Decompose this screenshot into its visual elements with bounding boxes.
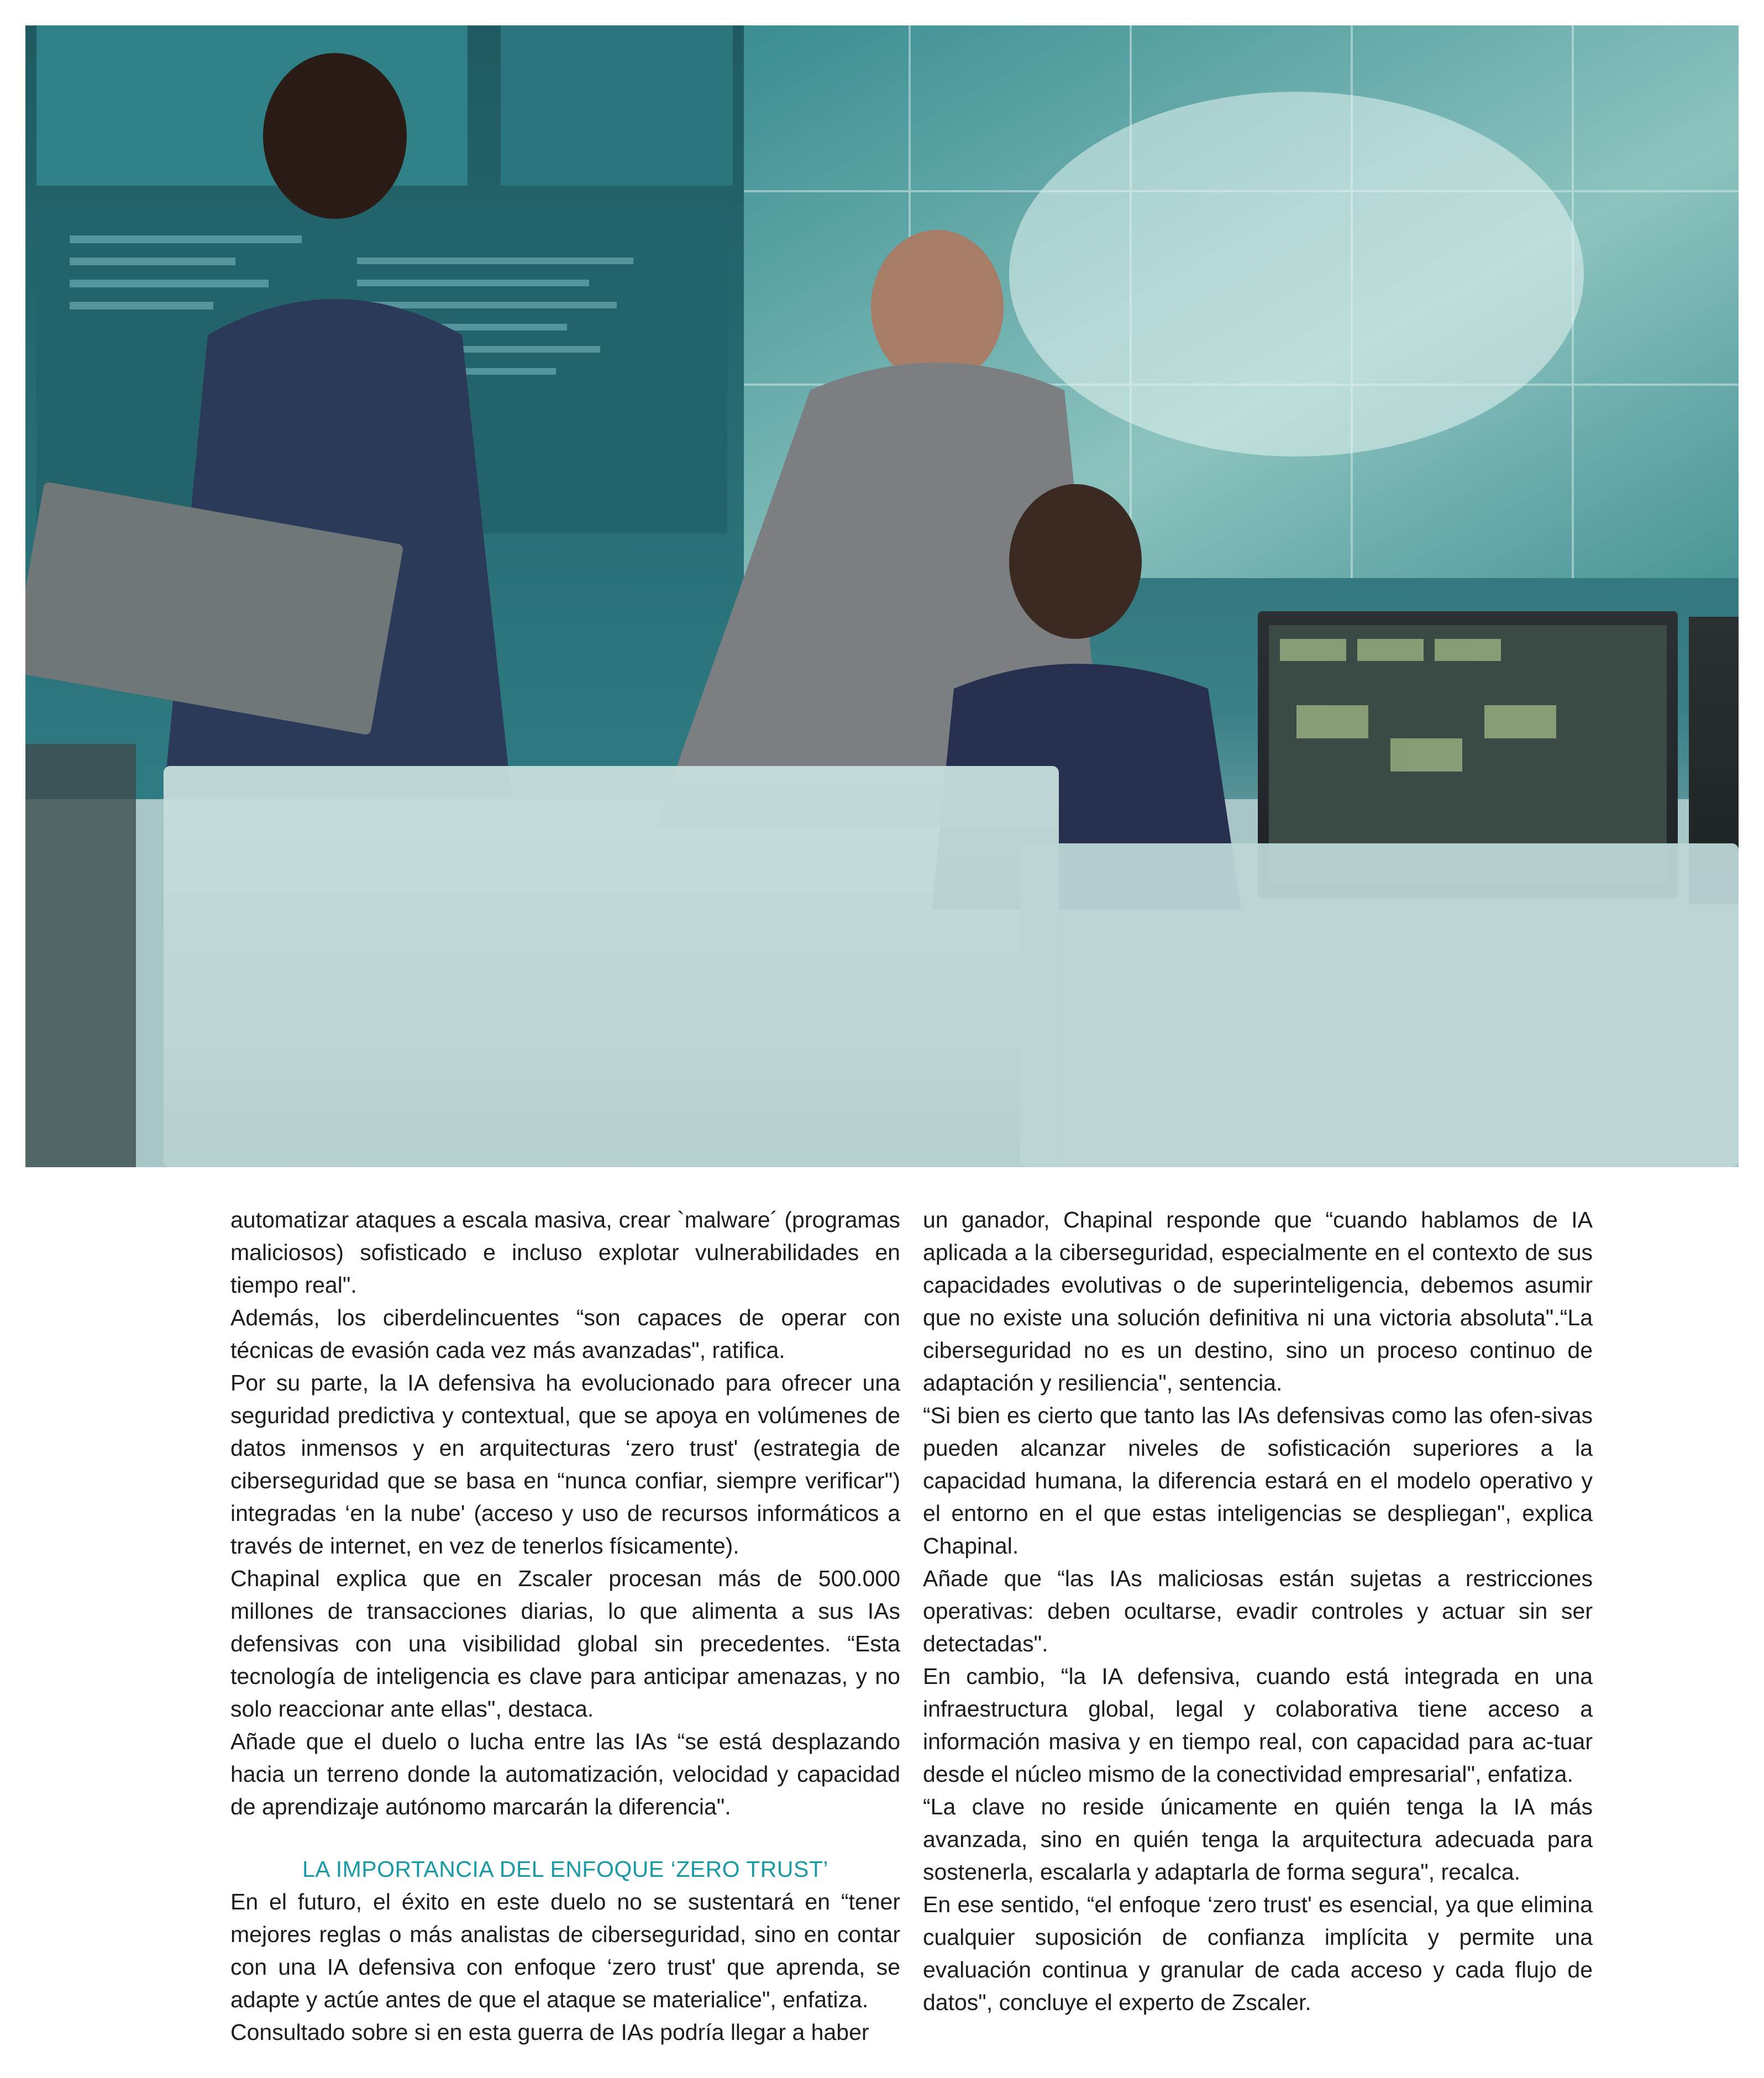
- paragraph: En ese sentido, “el enfoque ‘zero trust' es esencial, ya que elimina cualquier suposición de confianza implícita y permite una evaluación continua y granular de cada acceso y cada flujo de datos", concluye el experto de Zscaler.: [923, 1892, 1593, 2015]
- photo-icon: [25, 25, 1739, 1167]
- paragraph: “Si bien es cierto que tanto las IAs defensivas como las ofen-sivas pueden alcanzar niveles de sofisticación superiores a la capacidad humana, la diferencia estará en el modelo operativo y el entorno en el que estas inteligencias se despliegan", explica Chapinal.: [923, 1403, 1593, 1558]
- article-column-left: [230, 1204, 900, 2049]
- paragraph: un ganador, Chapinal responde que “cuando hablamos de IA aplicada a la ciberseguridad, especialmente en el contexto de sus capacidades evolutivas o de superinteligencia, debemos asumir que no existe una solución definitiva ni una victoria absoluta".“La ciberseguridad no es un destino, sino un proceso continuo de adaptación y resiliencia", sentencia.: [923, 1207, 1593, 1395]
- paragraph: En el futuro, el éxito en este duelo no se sustentará en “tener mejores reglas o más analistas de ciberseguridad, sino en contar con una IA defensiva con enfoque ‘zero trust' que aprenda, se adapte y actúe antes de que el ataque se materialice", enfatiza.: [230, 1889, 900, 2012]
- paragraph: automatizar ataques a escala masiva, crear `malware´ (programas maliciosos) sofisticado e incluso explotar vulnerabilidades en tiempo real".: [230, 1207, 900, 1298]
- article-photo: [25, 25, 1739, 1167]
- paragraph: Chapinal explica que en Zscaler procesan más de 500.000 millones de transacciones diarias, lo que alimenta a sus IAs defensivas con una visibilidad global sin precedentes. “Esta tecnología de inteligencia es clave para anticipar amenazas, y no solo reaccionar ante ellas", destaca.: [230, 1566, 900, 1722]
- paragraph: En cambio, “la IA defensiva, cuando está integrada en una infraestructura global, legal y colaborativa tiene acceso a información masiva y en tiempo real, con capacidad para ac-tuar desde el núcleo mismo de la conectividad empresarial", enfatiza.: [923, 1664, 1593, 1787]
- paragraph: Por su parte, la IA defensiva ha evolucionado para ofrecer una seguridad predictiva y contextual, que se apoya en volúmenes de datos inmensos y en arquitecturas ‘zero trust' (estrategia de ciberseguridad que se basa en “nunca confiar, siempre verificar") integradas ‘en la nube' (acceso y uso de recursos informáticos a través de internet, en vez de tenerlos físicamente).: [230, 1370, 900, 1558]
- paragraph: Además, los ciberdelincuentes “son capaces de operar con técnicas de evasión cada vez más avanzadas", ratifica.: [230, 1305, 900, 1363]
- paragraph: “La clave no reside únicamente en quién tenga la IA más avanzada, sino en quién tenga la arquitectura adecuada para sostenerla, escalarla y adaptarla de forma segura", recalca.: [923, 1794, 1593, 1885]
- paragraph: Añade que el duelo o lucha entre las IAs “se está desplazando hacia un terreno donde la automatización, velocidad y capacidad de aprendizaje autónomo marcarán la diferencia".: [230, 1729, 900, 1819]
- article-column-right: [923, 1204, 1593, 2019]
- paragraph: Consultado sobre si en esta guerra de IAs podría llegar a haber: [230, 2019, 869, 2045]
- paragraph: Añade que “las IAs maliciosas están sujetas a restricciones operativas: deben ocultarse, evadir controles y actuar sin ser detectadas".: [923, 1566, 1593, 1656]
- section-heading: LA IMPORTANCIA DEL ENFOQUE ‘ZERO TRUST’: [302, 1856, 829, 1882]
